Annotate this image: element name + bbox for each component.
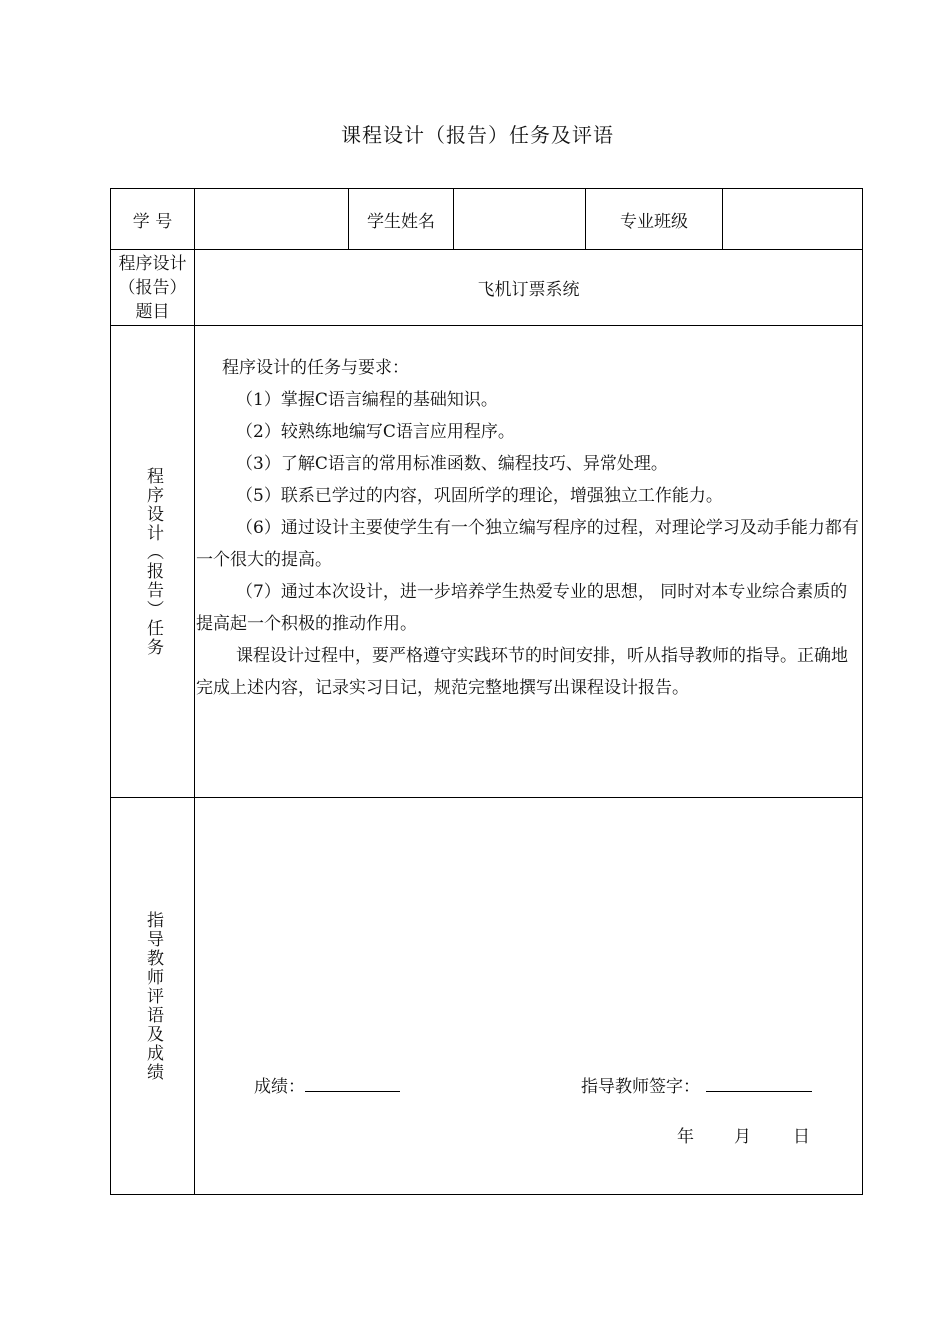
review-label-cell bbox=[111, 798, 194, 1194]
review-label: 指导教师评语及成绩 bbox=[143, 910, 163, 1082]
student-name-field[interactable] bbox=[454, 189, 585, 249]
date-day: 日 bbox=[793, 1127, 810, 1147]
task-closing: 课程设计过程中，要严格遵守实践环节的时间安排，听从指导教师的指导。正确地完成上述内容，记录实习日记，规范完整地撰写出课程设计报告。 bbox=[196, 646, 848, 698]
task-item: （5）联系已学过的内容，巩固所学的理论，增强独立工作能力。 bbox=[236, 486, 723, 506]
review-area[interactable] bbox=[195, 798, 862, 1194]
signature-blank[interactable] bbox=[706, 1090, 812, 1092]
task-item: （1）掌握C语言编程的基础知识。 bbox=[236, 390, 498, 410]
grade-label: 成绩： bbox=[254, 1077, 305, 1097]
class-label: 专业班级 bbox=[620, 211, 688, 232]
task-item: （3）了解C语言的常用标准函数、编程技巧、异常处理。 bbox=[236, 454, 668, 474]
page-title: 课程设计（报告）任务及评语 bbox=[341, 123, 614, 147]
task-label-cell bbox=[111, 326, 194, 797]
task-item: （7）通过本次设计，进一步培养学生热爱专业的思想， 同时对本专业综合素质的提高起一个积极的推动作用。 bbox=[196, 582, 848, 634]
task-item: （6）通过设计主要使学生有一个独立编写程序的过程，对理论学习及动手能力都有一个很大的提高。 bbox=[196, 518, 859, 570]
signature-label: 指导教师签字： bbox=[581, 1077, 700, 1097]
date-month: 月 bbox=[734, 1127, 751, 1147]
student-id-field[interactable] bbox=[195, 189, 348, 249]
task-item: （2）较熟练地编写C语言应用程序。 bbox=[236, 422, 515, 442]
grade-blank[interactable] bbox=[305, 1090, 400, 1092]
signature-line bbox=[581, 1072, 812, 1097]
task-label: 程序设计（报告）任务 bbox=[143, 466, 163, 657]
grade-line bbox=[254, 1072, 400, 1097]
date-year: 年 bbox=[677, 1127, 694, 1147]
topic-label: 程序设计（报告）题目 bbox=[118, 253, 187, 322]
class-field[interactable] bbox=[723, 189, 862, 249]
student-id-label: 学 号 bbox=[132, 211, 173, 232]
task-content bbox=[196, 352, 860, 704]
topic-value: 飞机订票系统 bbox=[477, 280, 580, 300]
student-name-label: 学生姓名 bbox=[367, 211, 435, 232]
task-heading: 程序设计的任务与要求： bbox=[222, 358, 409, 378]
